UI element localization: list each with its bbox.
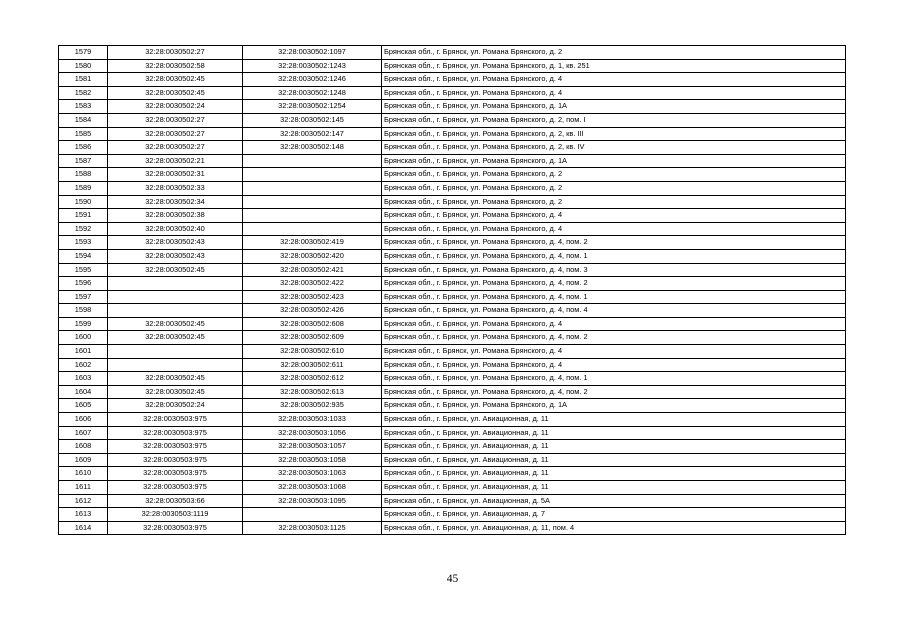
object-cadastral-number-cell: 32:28:0030503:1063 — [243, 467, 382, 481]
object-cadastral-number-cell: 32:28:0030502:1248 — [243, 86, 382, 100]
row-number-cell: 1592 — [59, 222, 108, 236]
address-cell: Брянская обл., г. Брянск, ул. Романа Брянского, д. 4 — [382, 317, 846, 331]
table-row — [59, 168, 846, 182]
land-cadastral-number-cell: 32:28:0030503:975 — [108, 467, 243, 481]
row-number-cell: 1607 — [59, 426, 108, 440]
row-number-cell: 1614 — [59, 521, 108, 535]
land-cadastral-number-cell: 32:28:0030503:975 — [108, 453, 243, 467]
row-number-cell: 1588 — [59, 168, 108, 182]
land-cadastral-number-cell: 32:28:0030502:45 — [108, 263, 243, 277]
land-cadastral-number-cell — [108, 304, 243, 318]
object-cadastral-number-cell: 32:28:0030502:1097 — [243, 46, 382, 60]
table-row — [59, 236, 846, 250]
table-row — [59, 141, 846, 155]
address-cell: Брянская обл., г. Брянск, ул. Романа Брянского, д. 4, пом. 1 — [382, 290, 846, 304]
land-cadastral-number-cell: 32:28:0030502:43 — [108, 236, 243, 250]
address-cell: Брянская обл., г. Брянск, ул. Авиационная, д. 11 — [382, 453, 846, 467]
table-row — [59, 181, 846, 195]
address-cell: Брянская обл., г. Брянск, ул. Авиационная, д. 11 — [382, 481, 846, 495]
table-row — [59, 508, 846, 522]
address-cell: Брянская обл., г. Брянск, ул. Романа Брянского, д. 4, пом. 2 — [382, 385, 846, 399]
table-row — [59, 127, 846, 141]
row-number-cell: 1611 — [59, 481, 108, 495]
address-cell: Брянская обл., г. Брянск, ул. Романа Брянского, д. 4 — [382, 73, 846, 87]
table-row — [59, 46, 846, 60]
row-number-cell: 1612 — [59, 494, 108, 508]
object-cadastral-number-cell: 32:28:0030502:935 — [243, 399, 382, 413]
address-cell: Брянская обл., г. Брянск, ул. Авиационная, д. 11 — [382, 426, 846, 440]
object-cadastral-number-cell: 32:28:0030502:145 — [243, 113, 382, 127]
object-cadastral-number-cell: 32:28:0030502:420 — [243, 249, 382, 263]
row-number-cell: 1600 — [59, 331, 108, 345]
table-row — [59, 358, 846, 372]
object-cadastral-number-cell — [243, 168, 382, 182]
land-cadastral-number-cell: 32:28:0030502:43 — [108, 249, 243, 263]
table-row — [59, 59, 846, 73]
row-number-cell: 1589 — [59, 181, 108, 195]
address-cell: Брянская обл., г. Брянск, ул. Романа Брянского, д. 4, пом. 2 — [382, 331, 846, 345]
page-number: 45 — [446, 573, 459, 585]
land-cadastral-number-cell: 32:28:0030502:27 — [108, 141, 243, 155]
row-number-cell: 1609 — [59, 453, 108, 467]
land-cadastral-number-cell: 32:28:0030502:45 — [108, 385, 243, 399]
row-number-cell: 1590 — [59, 195, 108, 209]
object-cadastral-number-cell: 32:28:0030502:148 — [243, 141, 382, 155]
address-cell: Брянская обл., г. Брянск, ул. Романа Брянского, д. 4, пом. 3 — [382, 263, 846, 277]
object-cadastral-number-cell: 32:28:0030502:609 — [243, 331, 382, 345]
row-number-cell: 1596 — [59, 277, 108, 291]
address-cell: Брянская обл., г. Брянск, ул. Авиационная, д. 11 — [382, 467, 846, 481]
address-cell: Брянская обл., г. Брянск, ул. Авиационная, д. 11, пом. 4 — [382, 521, 846, 535]
table-row — [59, 154, 846, 168]
land-cadastral-number-cell: 32:28:0030502:45 — [108, 86, 243, 100]
object-cadastral-number-cell: 32:28:0030503:1095 — [243, 494, 382, 508]
table-row — [59, 222, 846, 236]
object-cadastral-number-cell — [243, 209, 382, 223]
table-row — [59, 331, 846, 345]
land-cadastral-number-cell: 32:28:0030503:975 — [108, 413, 243, 427]
row-number-cell: 1595 — [59, 263, 108, 277]
row-number-cell: 1579 — [59, 46, 108, 60]
table-row — [59, 467, 846, 481]
address-cell: Брянская обл., г. Брянск, ул. Романа Брянского, д. 4, пом. 4 — [382, 304, 846, 318]
address-cell: Брянская обл., г. Брянск, ул. Авиационная, д. 11 — [382, 440, 846, 454]
address-cell: Брянская обл., г. Брянск, ул. Романа Брянского, д. 4, пом. 1 — [382, 372, 846, 386]
table-row — [59, 73, 846, 87]
row-number-cell: 1601 — [59, 345, 108, 359]
table-row — [59, 372, 846, 386]
table-row — [59, 494, 846, 508]
land-cadastral-number-cell: 32:28:0030503:975 — [108, 481, 243, 495]
row-number-cell: 1581 — [59, 73, 108, 87]
table-row — [59, 426, 846, 440]
object-cadastral-number-cell: 32:28:0030503:1058 — [243, 453, 382, 467]
table-row — [59, 345, 846, 359]
table-row — [59, 290, 846, 304]
row-number-cell: 1591 — [59, 209, 108, 223]
row-number-cell: 1593 — [59, 236, 108, 250]
object-cadastral-number-cell: 32:28:0030503:1056 — [243, 426, 382, 440]
land-cadastral-number-cell: 32:28:0030503:1119 — [108, 508, 243, 522]
row-number-cell: 1594 — [59, 249, 108, 263]
object-cadastral-number-cell — [243, 195, 382, 209]
table-row — [59, 195, 846, 209]
object-cadastral-number-cell: 32:28:0030502:1243 — [243, 59, 382, 73]
address-cell: Брянская обл., г. Брянск, ул. Романа Брянского, д. 2, кв. IV — [382, 141, 846, 155]
land-cadastral-number-cell — [108, 358, 243, 372]
object-cadastral-number-cell: 32:28:0030502:426 — [243, 304, 382, 318]
row-number-cell: 1584 — [59, 113, 108, 127]
table-row — [59, 453, 846, 467]
object-cadastral-number-cell: 32:28:0030502:1254 — [243, 100, 382, 114]
land-cadastral-number-cell: 32:28:0030503:66 — [108, 494, 243, 508]
row-number-cell: 1603 — [59, 372, 108, 386]
land-cadastral-number-cell: 32:28:0030502:27 — [108, 113, 243, 127]
object-cadastral-number-cell: 32:28:0030502:612 — [243, 372, 382, 386]
table-body — [59, 46, 846, 535]
object-cadastral-number-cell: 32:28:0030502:610 — [243, 345, 382, 359]
land-cadastral-number-cell: 32:28:0030502:21 — [108, 154, 243, 168]
property-registry-table — [58, 45, 846, 535]
table-row — [59, 521, 846, 535]
object-cadastral-number-cell — [243, 154, 382, 168]
object-cadastral-number-cell: 32:28:0030503:1068 — [243, 481, 382, 495]
row-number-cell: 1587 — [59, 154, 108, 168]
land-cadastral-number-cell: 32:28:0030502:45 — [108, 372, 243, 386]
table-row — [59, 385, 846, 399]
address-cell: Брянская обл., г. Брянск, ул. Романа Брянского, д. 4 — [382, 345, 846, 359]
table-row — [59, 209, 846, 223]
address-cell: Брянская обл., г. Брянск, ул. Авиационная, д. 11 — [382, 413, 846, 427]
land-cadastral-number-cell: 32:28:0030503:975 — [108, 440, 243, 454]
table-row — [59, 277, 846, 291]
object-cadastral-number-cell — [243, 181, 382, 195]
row-number-cell: 1602 — [59, 358, 108, 372]
land-cadastral-number-cell: 32:28:0030502:31 — [108, 168, 243, 182]
address-cell: Брянская обл., г. Брянск, ул. Романа Брянского, д. 2 — [382, 181, 846, 195]
land-cadastral-number-cell: 32:28:0030502:34 — [108, 195, 243, 209]
object-cadastral-number-cell: 32:28:0030502:1246 — [243, 73, 382, 87]
table-row — [59, 86, 846, 100]
address-cell: Брянская обл., г. Брянск, ул. Романа Брянского, д. 4 — [382, 209, 846, 223]
table-row — [59, 263, 846, 277]
table-row — [59, 399, 846, 413]
object-cadastral-number-cell: 32:28:0030502:611 — [243, 358, 382, 372]
row-number-cell: 1599 — [59, 317, 108, 331]
address-cell: Брянская обл., г. Брянск, ул. Романа Брянского, д. 4, пом. 2 — [382, 277, 846, 291]
land-cadastral-number-cell: 32:28:0030503:975 — [108, 521, 243, 535]
address-cell: Брянская обл., г. Брянск, ул. Романа Брянского, д. 2 — [382, 168, 846, 182]
land-cadastral-number-cell: 32:28:0030502:33 — [108, 181, 243, 195]
row-number-cell: 1582 — [59, 86, 108, 100]
table-row — [59, 481, 846, 495]
land-cadastral-number-cell: 32:28:0030502:45 — [108, 73, 243, 87]
address-cell: Брянская обл., г. Брянск, ул. Романа Брянского, д. 2 — [382, 195, 846, 209]
table-row — [59, 317, 846, 331]
land-cadastral-number-cell — [108, 277, 243, 291]
address-cell: Брянская обл., г. Брянск, ул. Авиационная, д. 5А — [382, 494, 846, 508]
address-cell: Брянская обл., г. Брянск, ул. Романа Брянского, д. 2, кв. III — [382, 127, 846, 141]
object-cadastral-number-cell: 32:28:0030502:419 — [243, 236, 382, 250]
land-cadastral-number-cell — [108, 345, 243, 359]
object-cadastral-number-cell: 32:28:0030502:147 — [243, 127, 382, 141]
row-number-cell: 1598 — [59, 304, 108, 318]
object-cadastral-number-cell — [243, 222, 382, 236]
address-cell: Брянская обл., г. Брянск, ул. Романа Брянского, д. 1, кв. 251 — [382, 59, 846, 73]
address-cell: Брянская обл., г. Брянск, ул. Романа Брянского, д. 4, пом. 1 — [382, 249, 846, 263]
table-row — [59, 113, 846, 127]
row-number-cell: 1608 — [59, 440, 108, 454]
row-number-cell: 1586 — [59, 141, 108, 155]
address-cell: Брянская обл., г. Брянск, ул. Романа Брянского, д. 1А — [382, 100, 846, 114]
row-number-cell: 1585 — [59, 127, 108, 141]
row-number-cell: 1597 — [59, 290, 108, 304]
table-row — [59, 100, 846, 114]
object-cadastral-number-cell: 32:28:0030502:421 — [243, 263, 382, 277]
land-cadastral-number-cell: 32:28:0030502:45 — [108, 331, 243, 345]
land-cadastral-number-cell: 32:28:0030502:40 — [108, 222, 243, 236]
land-cadastral-number-cell: 32:28:0030503:975 — [108, 426, 243, 440]
land-cadastral-number-cell: 32:28:0030502:58 — [108, 59, 243, 73]
object-cadastral-number-cell — [243, 508, 382, 522]
address-cell: Брянская обл., г. Брянск, ул. Авиационная, д. 7 — [382, 508, 846, 522]
land-cadastral-number-cell: 32:28:0030502:45 — [108, 317, 243, 331]
object-cadastral-number-cell: 32:28:0030502:608 — [243, 317, 382, 331]
table-row — [59, 413, 846, 427]
address-cell: Брянская обл., г. Брянск, ул. Романа Брянского, д. 2 — [382, 46, 846, 60]
address-cell: Брянская обл., г. Брянск, ул. Романа Брянского, д. 4 — [382, 86, 846, 100]
object-cadastral-number-cell: 32:28:0030502:423 — [243, 290, 382, 304]
land-cadastral-number-cell: 32:28:0030502:24 — [108, 100, 243, 114]
land-cadastral-number-cell: 32:28:0030502:38 — [108, 209, 243, 223]
row-number-cell: 1606 — [59, 413, 108, 427]
row-number-cell: 1610 — [59, 467, 108, 481]
object-cadastral-number-cell: 32:28:0030503:1125 — [243, 521, 382, 535]
row-number-cell: 1583 — [59, 100, 108, 114]
table-row — [59, 440, 846, 454]
land-cadastral-number-cell: 32:28:0030502:27 — [108, 127, 243, 141]
table-row — [59, 304, 846, 318]
address-cell: Брянская обл., г. Брянск, ул. Романа Брянского, д. 2, пом. I — [382, 113, 846, 127]
address-cell: Брянская обл., г. Брянск, ул. Романа Брянского, д. 4 — [382, 358, 846, 372]
object-cadastral-number-cell: 32:28:0030503:1033 — [243, 413, 382, 427]
object-cadastral-number-cell: 32:28:0030503:1057 — [243, 440, 382, 454]
address-cell: Брянская обл., г. Брянск, ул. Романа Брянского, д. 1А — [382, 154, 846, 168]
address-cell: Брянская обл., г. Брянск, ул. Романа Брянского, д. 4, пом. 2 — [382, 236, 846, 250]
land-cadastral-number-cell: 32:28:0030502:24 — [108, 399, 243, 413]
table-row — [59, 249, 846, 263]
object-cadastral-number-cell: 32:28:0030502:613 — [243, 385, 382, 399]
object-cadastral-number-cell: 32:28:0030502:422 — [243, 277, 382, 291]
row-number-cell: 1580 — [59, 59, 108, 73]
row-number-cell: 1605 — [59, 399, 108, 413]
row-number-cell: 1604 — [59, 385, 108, 399]
address-cell: Брянская обл., г. Брянск, ул. Романа Брянского, д. 1А — [382, 399, 846, 413]
land-cadastral-number-cell: 32:28:0030502:27 — [108, 46, 243, 60]
row-number-cell: 1613 — [59, 508, 108, 522]
address-cell: Брянская обл., г. Брянск, ул. Романа Брянского, д. 4 — [382, 222, 846, 236]
land-cadastral-number-cell — [108, 290, 243, 304]
